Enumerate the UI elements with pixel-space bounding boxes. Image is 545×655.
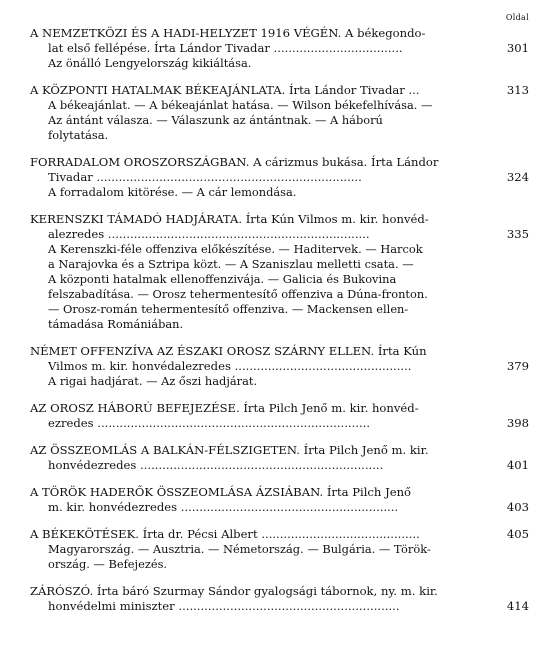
entry-subtopics: a Narajovka és a Sztripa közt. — A Szaniszlau melletti csata. — bbox=[48, 257, 414, 271]
toc-list bbox=[30, 26, 529, 626]
entry-page-number: 398 bbox=[506, 416, 529, 430]
entry-title-line-2: Vilmos m. kir. honvédalezredes ................................................ bbox=[48, 359, 412, 373]
entry-subtopics: A békeajánlat. — A békeajánlat hatása. — Wilson békefelhívása. — bbox=[48, 98, 433, 112]
entry-page-number: 313 bbox=[506, 83, 529, 97]
entry-title-line-2: alezredes ....................................................................... bbox=[48, 227, 370, 241]
entry-title-line-1: AZ ÖSSZEOMLÁS A BALKÁN-FÉLSZIGETEN. Írta Pilch Jenő m. kir. bbox=[30, 443, 429, 457]
entry-title-line-1: A BÉKEKÖTÉSEK. Írta dr. Pécsi Albert ........................................... bbox=[30, 527, 420, 541]
toc-entry bbox=[30, 83, 529, 143]
toc-entry bbox=[30, 26, 529, 71]
entry-page-number: 405 bbox=[506, 527, 529, 541]
entry-title-line-2: Tivadar ........................................................................ bbox=[48, 170, 362, 184]
entry-title-line-1: ZÁRÓSZÓ. Írta báró Szurmay Sándor gyalogsági tábornok, ny. m. kir. bbox=[30, 584, 438, 598]
entry-title-line-1: NÉMET OFFENZÍVA AZ ÉSZAKI OROSZ SZÁRNY ELLEN. Írta Kún bbox=[30, 344, 427, 358]
toc-entry bbox=[30, 155, 529, 200]
entry-page-number: 379 bbox=[506, 359, 529, 373]
toc-entry bbox=[30, 401, 529, 431]
page-column-header: Oldal bbox=[505, 13, 529, 22]
entry-subtopics: felszabadítása. — Orosz tehermentesítő offenziva a Dúna-fronton. bbox=[48, 287, 428, 301]
entry-subtopics: A forradalom kitörése. — A cár lemondása. bbox=[48, 185, 297, 199]
entry-title-line-2: ezredes .......................................................................... bbox=[48, 416, 371, 430]
toc-entry bbox=[30, 344, 529, 389]
entry-title-line-1: AZ OROSZ HÁBORÚ BEFEJEZÉSE. Írta Pilch Jenő m. kir. honvéd- bbox=[30, 401, 419, 415]
entry-title-line-2: honvédezredes .................................................................. bbox=[48, 458, 384, 472]
entry-title-line-1: FORRADALOM OROSZORSZÁGBAN. A cárizmus bukása. Írta Lándor bbox=[30, 155, 439, 169]
toc-entry bbox=[30, 443, 529, 473]
entry-page-number: 401 bbox=[506, 458, 529, 472]
entry-title-line-1: A KÖZPONTI HATALMAK BÉKEAJÁNLATA. Írta Lándor Tivadar ... bbox=[30, 83, 420, 97]
entry-subtopics: támadása Romániában. bbox=[48, 317, 184, 331]
entry-subtopics: folytatása. bbox=[48, 128, 109, 142]
entry-page-number: 335 bbox=[506, 227, 529, 241]
entry-subtopics: ország. — Befejezés. bbox=[48, 557, 168, 571]
entry-title-line-2: m. kir. honvédezredes ........................................................... bbox=[48, 500, 399, 514]
entry-subtopics: Az önálló Lengyelország kikiáltása. bbox=[48, 56, 252, 70]
entry-title-line-2: lat első fellépése. Írta Lándor Tivadar ................................... bbox=[48, 41, 403, 55]
entry-page-number: 324 bbox=[506, 170, 529, 184]
entry-subtopics: Az ántánt válasza. — Válaszunk az ántántnak. — A háború bbox=[48, 113, 383, 127]
entry-page-number: 301 bbox=[506, 41, 529, 55]
entry-title-line-1: KERENSZKI TÁMADÓ HADJÁRATA. Írta Kún Vilmos m. kir. honvéd- bbox=[30, 212, 429, 226]
entry-page-number: 414 bbox=[506, 599, 529, 613]
entry-subtopics: A központi hatalmak ellenoffenzivája. — Galicia és Bukovina bbox=[48, 272, 397, 286]
entry-title-line-1: A TÖRÖK HADERŐK ÖSSZEOMLÁSA ÁZSIÁBAN. Írta Pilch Jenő bbox=[30, 485, 412, 499]
toc-entry bbox=[30, 584, 529, 614]
entry-title-line-2: honvédelmi miniszter ............................................................ bbox=[48, 599, 400, 613]
toc-entry bbox=[30, 527, 529, 572]
entry-subtopics: A Kerenszki-féle offenziva előkészítése. — Haditervek. — Harcok bbox=[48, 242, 423, 256]
entry-subtopics: — Orosz-román tehermentesítő offenziva. — Mackensen ellen- bbox=[48, 302, 409, 316]
entry-page-number: 403 bbox=[506, 500, 529, 514]
entry-subtopics: Magyarország. — Ausztria. — Németország. — Bulgária. — Török- bbox=[48, 542, 431, 556]
entry-title-line-1: A NEMZETKÖZI ÉS A HADI-HELYZET 1916 VÉGÉN. A békegondo- bbox=[30, 26, 426, 40]
toc-entry bbox=[30, 212, 529, 332]
entry-subtopics: A rigai hadjárat. — Az őszi hadjárat. bbox=[48, 374, 258, 388]
toc-entry bbox=[30, 485, 529, 515]
